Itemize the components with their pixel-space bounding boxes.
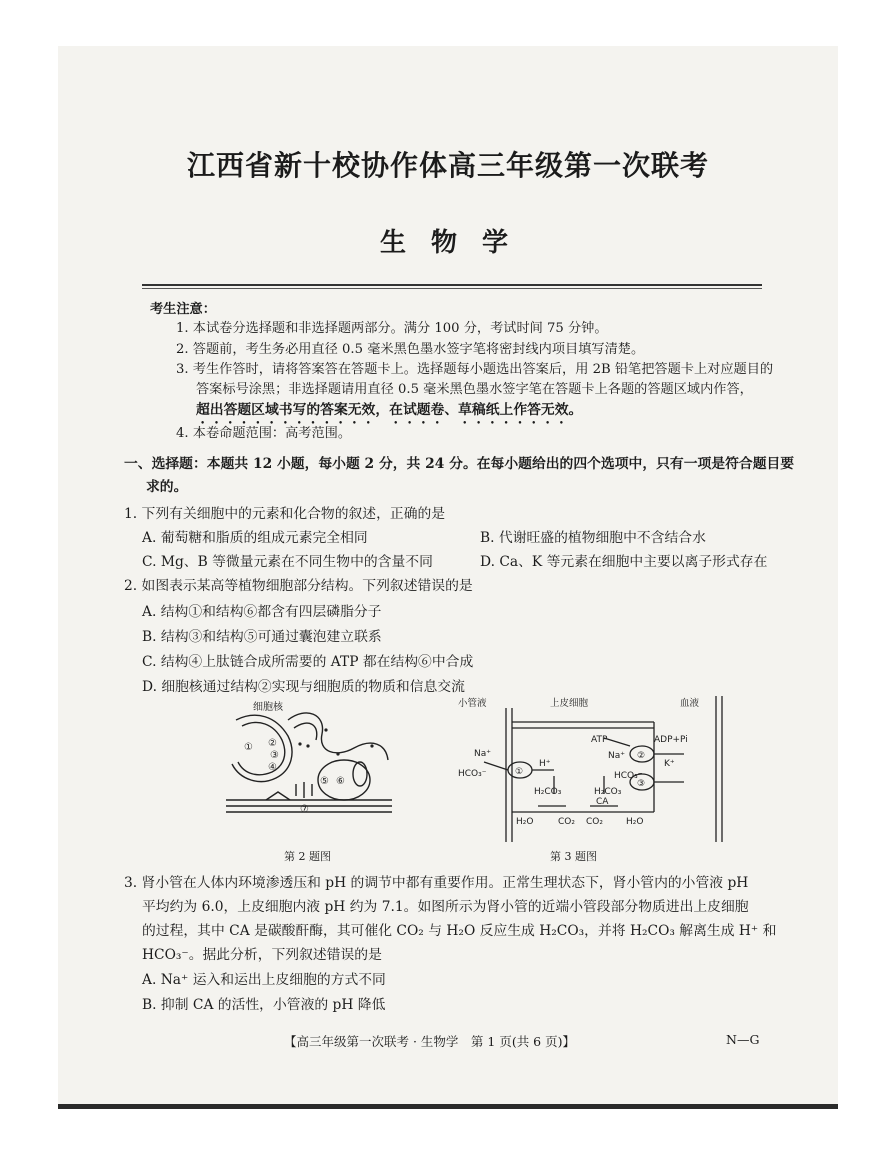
figure-2-cell-diagram <box>226 700 392 830</box>
fig3-na-right-label: Na⁺ <box>608 751 625 761</box>
fig3-na-left-label: Na⁺ <box>474 749 491 759</box>
q3-option-a: A. Na⁺ 运入和运出上皮细胞的方式不同 <box>142 972 386 988</box>
notice-item-4: 4. 本卷命题范围：高考范围。 <box>176 426 352 441</box>
fig3-blood-label: 血液 <box>680 698 700 709</box>
notice-item-3: 3. 考生作答时，请将答案答在答题卡上。选择题每小题选出答案后，用 2B 铅笔把答题卡上对应题目的 <box>176 362 774 377</box>
exam-page <box>58 46 838 1109</box>
q2-option-a: A. 结构①和结构⑥都含有四层磷脂分子 <box>142 604 382 620</box>
q3-option-b: B. 抑制 CA 的活性，小管液的 pH 降低 <box>142 997 386 1013</box>
plasmodesma <box>266 792 290 800</box>
er-fold <box>294 723 317 740</box>
notice-item-1: 1. 本试卷分选择题和非选择题两部分。满分 100 分，考试时间 75 分钟。 <box>176 321 608 336</box>
q2-option-b: B. 结构③和结构⑤可通过囊泡建立联系 <box>142 629 382 645</box>
fig2-marker-7: ⑦ <box>300 804 309 815</box>
cell-wall-layers <box>226 800 392 812</box>
q2-stem: 2. 如图表示某高等植物细胞部分结构。下列叙述错误的是 <box>124 578 473 594</box>
fig3-h-label: H⁺ <box>539 759 551 769</box>
fig2-marker-3: ③ <box>270 750 279 761</box>
q2-option-c: C. 结构④上肽链合成所需要的 ATP 都在结构⑥中合成 <box>142 654 474 670</box>
fig2-marker-5: ⑤ <box>320 776 329 787</box>
fig2-marker-4: ④ <box>268 762 277 773</box>
fig2-nucleus-label: 细胞核 <box>253 702 283 713</box>
header-rule <box>142 284 762 286</box>
q3-stem-line-1: 3. 肾小管在人体内环境渗透压和 pH 的调节中都有重要作用。正常生理状态下，肾小管内的小管液 pH <box>124 875 749 891</box>
notice-item-2: 2. 答题前，考生务必用直径 0.5 毫米黑色墨水签字笔将密封线内项目填写清楚。 <box>176 342 645 357</box>
notice-emphasis: 超出答题区域书写的答案无效，在试题卷、草稿纸上作答无效。 <box>196 402 583 418</box>
fig3-h2co3-left-label: H₂CO₃ <box>534 787 562 797</box>
fig3-atp-label: ATP <box>591 735 608 745</box>
golgi-stacks <box>296 782 312 798</box>
fig3-adp-label: ADP+Pi <box>654 735 688 745</box>
arrow-atp <box>604 738 630 746</box>
fig3-h2co3-right-label: H₂CO₃ <box>594 787 622 797</box>
header-rule-thin <box>142 288 762 289</box>
fig2-marker-1: ① <box>244 742 253 753</box>
fig3-h2o-left-label: H₂O <box>516 817 534 827</box>
fig3-marker-1: ① <box>515 767 524 777</box>
fig3-hco3-right-label: HCO₃⁻ <box>614 771 643 781</box>
q1-option-d: D. Ca、K 等元素在细胞中主要以离子形式存在 <box>480 554 768 570</box>
nucleus-envelope-outer <box>232 715 292 781</box>
fig3-marker-3: ③ <box>637 779 646 789</box>
exam-title: 江西省新十校协作体高三年级第一次联考 <box>186 149 709 182</box>
q3-stem-line-4: HCO₃⁻。据此分析，下列叙述错误的是 <box>142 947 382 963</box>
q1-option-c: C. Mg、B 等微量元素在不同生物中的含量不同 <box>142 554 433 570</box>
fig3-epithelial-label: 上皮细胞 <box>550 698 589 709</box>
fig3-h2o-right-label: H₂O <box>626 817 644 827</box>
mitochondrion <box>353 762 367 786</box>
q1-option-a: A. 葡萄糖和脂质的组成元素完全相同 <box>142 530 368 546</box>
q1-option-b: B. 代谢旺盛的植物细胞中不含结合水 <box>480 530 706 546</box>
fig3-co2-right-label: CO₂ <box>586 817 603 827</box>
fig3-co2-left-label: CO₂ <box>558 817 575 827</box>
paper-code: N—G <box>726 1032 760 1047</box>
notice-heading: 考生注意： <box>150 302 216 317</box>
fig3-ca-label: CA <box>596 797 609 807</box>
figure-3-caption: 第 3 题图 <box>550 850 597 863</box>
fig2-marker-2: ② <box>268 738 277 749</box>
subject-title: 生 物 学 <box>379 228 517 258</box>
fig3-hco3-left-label: HCO₃⁻ <box>458 769 487 779</box>
fig3-k-label: K⁺ <box>664 759 675 769</box>
q2-option-d: D. 细胞核通过结构②实现与细胞质的物质和信息交流 <box>142 679 465 695</box>
q1-stem: 1. 下列有关细胞中的元素和化合物的叙述，正确的是 <box>124 506 446 522</box>
fig3-marker-2: ② <box>637 751 646 761</box>
page-footer: 【高三年级第一次联考 · 生物学 第 1 页(共 6 页)】 <box>284 1034 575 1049</box>
q3-stem-line-3: 的过程，其中 CA 是碳酸酐酶，其可催化 CO₂ 与 H₂O 反应生成 H₂CO₃，并将 H₂CO₃ 解离生成 H⁺ 和 <box>142 923 777 939</box>
section-heading-cont: 求的。 <box>146 479 188 495</box>
fig2-marker-6: ⑥ <box>336 776 345 787</box>
arrow-na-in <box>484 762 508 770</box>
notice-item-3-cont: 答案标号涂黑；非选择题请用直径 0.5 毫米黑色墨水签字笔在答题卡上各题的答题区域内作答， <box>196 382 753 397</box>
section-heading: 一、选择题：本题共 12 小题，每小题 2 分，共 24 分。在每小题给出的四个选项中，只有一项是符合题目要 <box>124 456 795 472</box>
figure-3-tubule-diagram <box>454 694 732 844</box>
figure-2-caption: 第 2 题图 <box>284 850 331 863</box>
q3-stem-line-2: 平均约为 6.0，上皮细胞内液 pH 约为 7.1。如图所示为肾小管的近端小管段部分物质进出上皮细胞 <box>142 899 749 915</box>
fig3-tubule-label: 小管液 <box>458 698 487 709</box>
